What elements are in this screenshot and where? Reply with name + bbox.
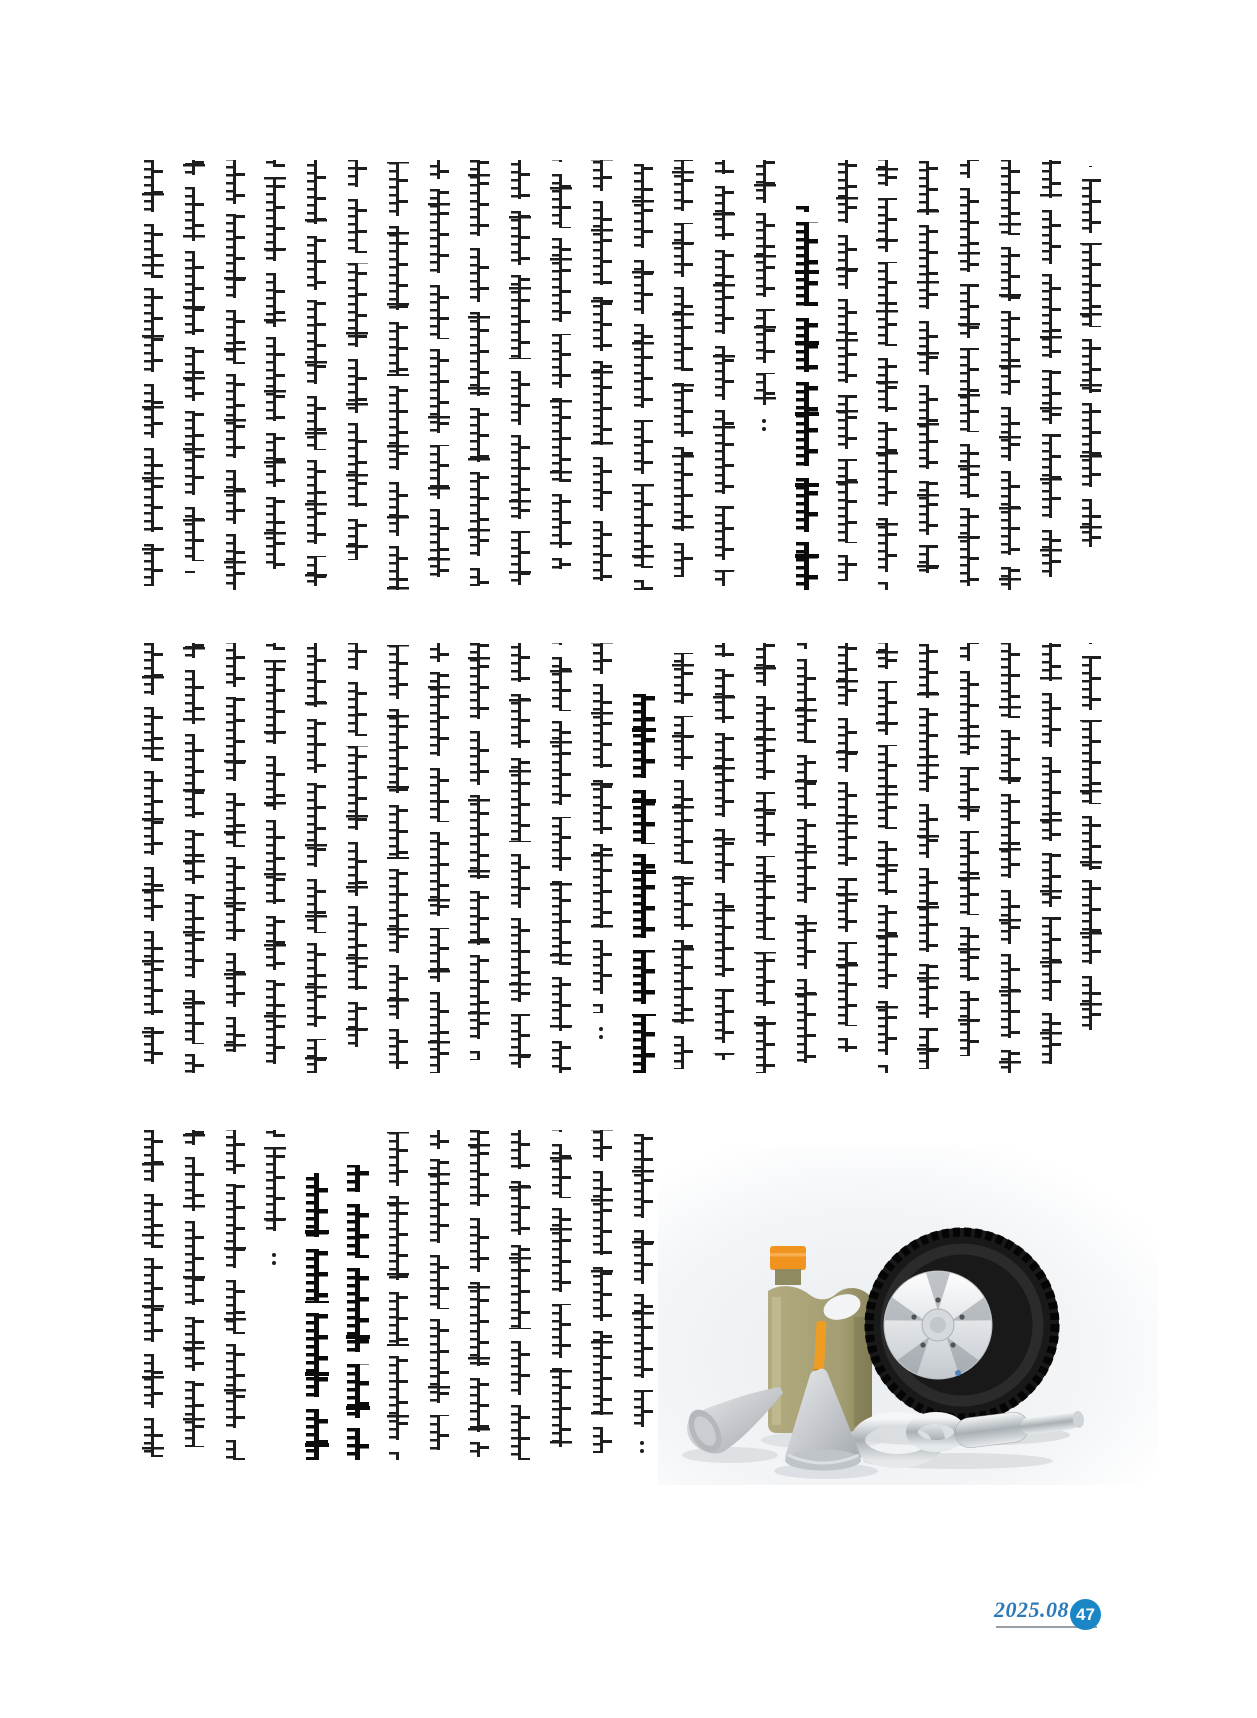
text-column	[386, 1130, 412, 1460]
text-column	[549, 160, 575, 569]
text-column	[916, 643, 942, 1069]
text-column	[1079, 643, 1105, 1039]
text-column	[182, 643, 208, 1073]
text-column	[427, 160, 453, 577]
text-column	[141, 1130, 167, 1457]
text-column	[263, 160, 289, 569]
text-column	[753, 160, 779, 405]
text-column	[508, 643, 534, 1069]
alloy-wheel-image	[884, 1271, 993, 1379]
text-column	[345, 643, 371, 1047]
issue-date: 2025.08	[994, 1597, 1069, 1622]
text-column	[304, 643, 330, 1073]
section-heading-column	[794, 206, 820, 590]
page-number-badge: 47	[1070, 1599, 1101, 1630]
text-column	[835, 160, 861, 581]
text-column	[631, 1130, 657, 1427]
text-column	[141, 160, 167, 586]
text-column	[1039, 643, 1065, 1064]
section-heading-column	[631, 690, 657, 1073]
text-column	[345, 160, 371, 560]
auto-parts-photo	[658, 1145, 1158, 1485]
text-column	[590, 643, 616, 1013]
text-column	[508, 1130, 534, 1460]
text-block-top	[141, 160, 1107, 590]
paragraph-end-mark	[762, 419, 766, 423]
text-column	[223, 160, 249, 590]
text-column	[386, 160, 412, 590]
text-column	[386, 643, 412, 1069]
text-column	[304, 160, 330, 586]
text-column	[631, 160, 657, 590]
text-column	[712, 160, 738, 586]
section-heading-column	[304, 1173, 330, 1460]
text-column	[835, 643, 861, 1052]
text-column	[916, 160, 942, 573]
text-column	[549, 643, 575, 1073]
text-block-bottom	[141, 1130, 657, 1460]
text-column	[671, 160, 697, 577]
text-column	[223, 1130, 249, 1460]
text-column	[875, 643, 901, 1073]
paragraph-end-mark	[272, 1253, 276, 1257]
paragraph-end-mark	[640, 1441, 644, 1445]
text-column	[223, 643, 249, 1052]
text-column	[712, 643, 738, 1060]
text-column	[549, 1130, 575, 1447]
text-column	[998, 643, 1024, 1073]
text-column	[141, 643, 167, 1064]
text-column	[998, 160, 1024, 590]
text-column	[1039, 160, 1065, 577]
text-column	[671, 653, 697, 1069]
text-column	[590, 160, 616, 581]
text-column	[508, 160, 534, 590]
text-column	[875, 160, 901, 590]
text-column	[263, 643, 289, 1069]
text-column	[427, 643, 453, 1073]
text-column	[753, 643, 779, 1073]
text-column	[467, 1130, 493, 1457]
section-heading-column	[345, 1165, 371, 1460]
text-column	[182, 160, 208, 573]
paragraph-end-mark	[599, 1027, 603, 1031]
text-column	[263, 1130, 289, 1239]
text-block-middle	[141, 643, 1107, 1073]
text-column	[957, 643, 983, 1056]
text-column	[957, 160, 983, 586]
text-column	[467, 160, 493, 586]
text-column	[182, 1130, 208, 1447]
text-column	[1079, 166, 1105, 547]
text-column	[794, 643, 820, 1064]
wheel-logo-dot	[955, 1370, 961, 1376]
auto-parts-illustration	[658, 1145, 1158, 1485]
text-column	[467, 643, 493, 1060]
text-column	[590, 1130, 616, 1453]
text-column	[427, 1130, 453, 1450]
